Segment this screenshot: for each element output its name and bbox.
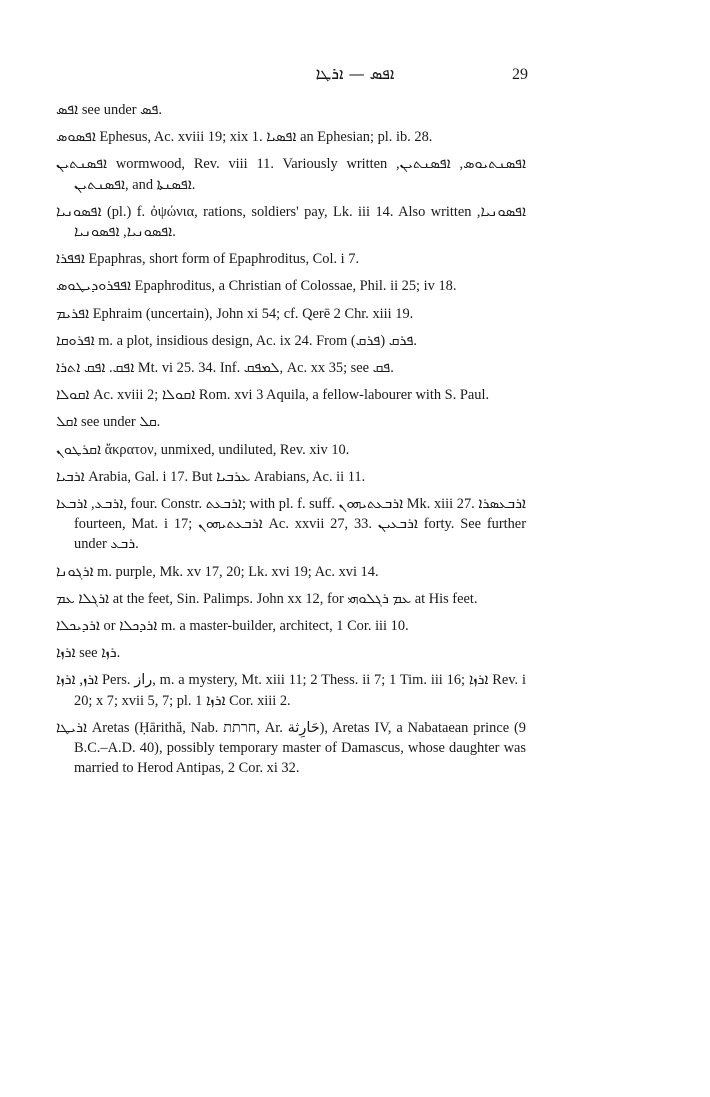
- entry-rations: ܐܦܣܘܢܝܐ (pl.) f. ὀψώνια, rations, soldiers' pay, Lk. iii 14. Also written ܐܦܣܘܢܝܐ, ܐܦܣܘܢܝܐ, ܐܦܣܘܢܝܐ.: [56, 203, 526, 241]
- entry-raza-see: ܐܪܙܐ see ܪܙܐ.: [56, 645, 121, 662]
- entry-list: [56, 100, 526, 785]
- entry-aquila: ܐܩܘܠܐ Ac. xviii 2; ܐܩܘܠܐ Rom. xvi 3 Aquila, a fellow-labourer with S. Paul.: [56, 387, 490, 404]
- entry-four: ܐܪܒܥ, ܐܪܒܥܐ, four. Constr. ܐܪܒܥܬ; with pl. f. suff. ܐܪܒܥܬܝܗܘܢ Mk. xiii 27. ܐܪܒܥܣܪܐ fourteen, Mat. i 17; ܐܪܒܥܬܝܗܘܢ Ac. xxvii 27, 33. ܐܪܒܥܝܢ forty. See further under ܪܒܥ.: [56, 496, 526, 553]
- entry-ephesus: ܐܦܣܘܣ Ephesus, Ac. xviii 19; xix 1. ܐܦܣܝܐ an Ephesian; pl. ib. 28.: [56, 129, 433, 146]
- running-head: ܐܦܣ — ܐܪܛܐ: [315, 64, 395, 83]
- entry-arabia: ܐܪܒܝܐ Arabia, Gal. i 17. But ܥܪܒܝܐ Arabians, Ac. ii 11.: [56, 468, 366, 485]
- entry-ephes-see-under: ܐܦܣ see under ܦܣ.: [56, 102, 162, 118]
- entry-mystery: ܐܪܙ, ܐܪܙܐ Pers. راز, m. a mystery, Mt. xiii 11; 2 Thess. ii 7; 1 Tim. iii 16; ܐܪܙܐ Rev. i 20; x 7; xvii 5, 7; pl. ܐܪܙܐ 1 Cor. xiii 2.: [56, 672, 526, 709]
- entry-purple: ܐܪܓܘܢܐ m. purple, Mk. xv 17, 20; Lk. xvi 19; Ac. xvi 14.: [56, 563, 379, 580]
- entry-epaphras: ܐܦܦܪܐ Epaphras, short form of Epaphroditus, Col. i 7.: [56, 251, 360, 268]
- entry-wormwood: ܐܦܣܢܬܝܢ wormwood, Rev. viii 11. Variously written ܐܦܣܢܬܝܘܣ, ܐܦܣܢܬܝܢ, ܐܦܣܢܬܝܢ, and ܐܦܣܢܬܐ.: [56, 156, 526, 193]
- entry-aql-see-under: ܐܩܠ see under ܩܠ.: [56, 414, 161, 431]
- page-header: [0, 62, 710, 86]
- entry-go-out: ܐܦܩ. ܐܦܩ ܐܬܪܐ Mt. vi 25. 34. Inf. ܠܡܦܩ, Ac. xx 35; see ܦܩ.: [56, 360, 394, 377]
- entry-plot: ܐܦܪܘܩܐ m. a plot, insidious design, Ac. ix 24. From ܦܪܩ (ܦܪܩ).: [56, 332, 417, 349]
- entry-ephraim: ܐܦܪܝܡ Ephraim (uncertain), John xi 54; cf. Qerē 2 Chr. xiii 19.: [56, 305, 414, 322]
- entry-architect: ܐܪܕܝܟܠܐ or ܐܪܕܟܠܐ m. a master-builder, architect, 1 Cor. iii 10.: [56, 618, 409, 635]
- page-number: 29: [512, 66, 528, 83]
- entry-epaphroditus: ܐܦܦܪܘܕܝܛܘܣ Epaphroditus, a Christian of Colossae, Phil. ii 25; iv 18.: [56, 278, 457, 295]
- entry-aretas: ܐܪܝܛܐ Aretas (Ḥārithă, Nab. חרתת, Ar. حَارِثة), Aretas IV, a Nabataean prince (9 B.C.–A.D. 40), possibly temporary master of Damascus, whose daughter was married to Herod Antipas, 2 Cor. xi 32.: [56, 719, 527, 777]
- entry-akraton: ܐܩܪܛܘܢ ἄκρατον, unmixed, undiluted, Rev. xiv 10.: [56, 441, 350, 458]
- entry-at-the-feet: ܐܪܓܠܐ ܥܡ at the feet, Sin. Palimps. John xx 12, for ܥܡ ܪܓܠܘܗܝ at His feet.: [56, 590, 478, 607]
